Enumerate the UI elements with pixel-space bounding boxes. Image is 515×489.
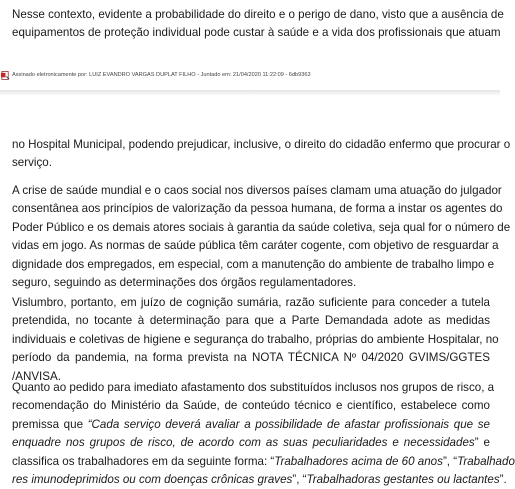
text-run: ”. <box>499 473 507 487</box>
text-line: individuais e coletivas de higiene e segurança do trabalho, próprias do ambiente Hospitalar, no <box>12 332 499 346</box>
text-line <box>12 416 490 434</box>
text-line <box>12 471 507 489</box>
quote-text: “Cada serviço deverá avaliar a possibilidade de afastar profissionais que se <box>87 417 490 431</box>
paragraph-3 <box>12 294 499 386</box>
text-line: Poder Público e os demais atores sociais à garantia da saúde coletiva, seja qual for o número de <box>12 220 511 234</box>
text-line: seguro, seguindo as determinações dos órgãos regulamentadores. <box>12 276 357 290</box>
text-run: ”, “ <box>292 473 307 487</box>
text-line: período da pandemia, na forma prevista na NOTA TÉCNICA Nº 04/2020 GVIMS/GGTES <box>12 351 490 365</box>
text-run: ” e <box>474 436 491 450</box>
text-line: equipamentos de proteção individual pode custar à saúde e a vida dos profissionais que atuam <box>12 26 501 40</box>
text-line: dignidade dos empregados, em especial, com a manutenção do ambiente de trabalho limpo e <box>12 257 495 271</box>
text-run: premissa que <box>12 417 88 431</box>
text-run: classifica os trabalhadores em da seguinte forma: “ <box>12 454 275 468</box>
paragraph-1 <box>12 136 511 173</box>
quote-text: Trabalhado <box>457 454 515 468</box>
text-line: no Hospital Municipal, podendo prejudicar, inclusive, o direito do cidadão enfermo que procurar o <box>12 138 511 151</box>
quote-text: enquadre nos grupos de risco, de acordo com as suas peculiaridades e necessidades <box>12 436 475 450</box>
paragraph-4 <box>12 379 515 489</box>
signature-text: Assinado eletronicamente por: LUIZ EVANDRO VARGAS DUPLAT FILHO - Juntado em: 21/04/2020 11:22:09 - 6db9363 <box>12 72 311 78</box>
quote-text: res imunodeprimidos ou com doenças crônicas graves <box>12 473 293 487</box>
text-line <box>12 434 490 452</box>
page-top-section <box>0 0 504 64</box>
text-run: ”, “ <box>442 454 458 468</box>
paragraph-2 <box>12 182 511 292</box>
quote-text: Trabalhadoras gestantes ou lactantes <box>306 473 500 487</box>
text-line: Vislumbro, portanto, em juízo de cognição sumária, razão suficiente para conceder a tutela <box>12 296 490 309</box>
text-line: recomendação do Ministério da Saúde, de conteúdo técnico e científico, estabelece como <box>12 399 490 413</box>
text-line: serviço. <box>12 156 52 170</box>
text-line: pretendida, no tocante à determinação para que a Parte Demandada adote as medidas <box>12 314 490 328</box>
signature-bar <box>0 68 500 82</box>
text-line <box>12 453 515 471</box>
text-line: vidas em jogo. As normas de saúde pública têm caráter cogente, com objetivo de resguardar a <box>12 239 499 253</box>
top-paragraph <box>12 6 504 43</box>
text-line: A crise de saúde mundial e o caos social nos diversos países clamam uma atuação do julgador <box>12 184 502 197</box>
text-line: Quanto ao pedido para imediato afastamento dos substituídos inclusos nos grupos de risco, a <box>12 381 495 394</box>
text-line: Nesse contexto, evidente a probabilidade do direito e o perigo de dano, visto que a ausência de <box>12 8 504 21</box>
text-line: consentânea aos princípios de valorização da pessoa humana, de forma a instar os agentes do <box>12 202 503 216</box>
quote-text: Trabalhadores acima de 60 anos <box>274 454 443 468</box>
document-signature-icon <box>1 71 10 80</box>
text-line: /ANVISA. <box>12 369 61 383</box>
